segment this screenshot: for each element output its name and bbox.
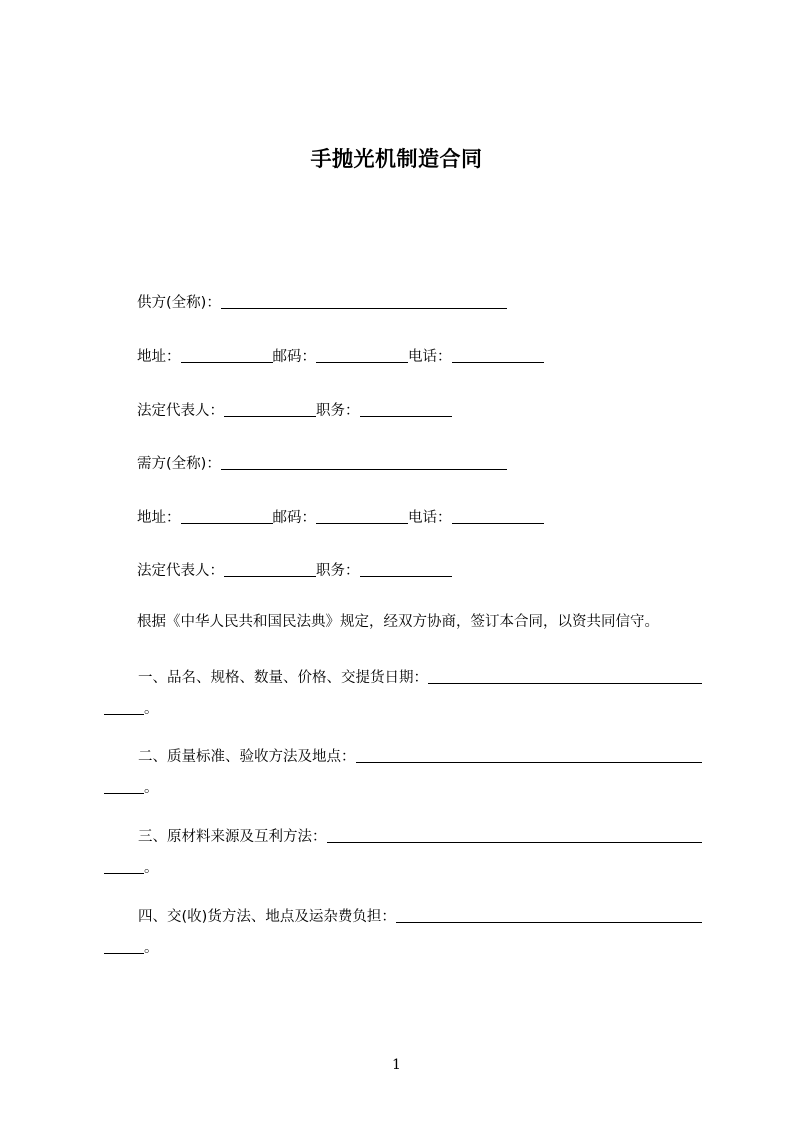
- buyer-rep-label: 法定代表人：: [137, 563, 224, 579]
- supplier-rep-row: [137, 399, 452, 420]
- buyer-name-blank[interactable]: [221, 456, 507, 470]
- supplier-name-label: 供方(全称)：: [137, 295, 221, 311]
- clause-3: [104, 825, 702, 877]
- clause-1-blank-cont[interactable]: [104, 701, 144, 715]
- clause-4: [104, 905, 702, 957]
- clause-2-end: 。: [144, 780, 159, 796]
- buyer-rep-blank[interactable]: [224, 563, 316, 577]
- clause-4-text: 四、交(收)货方法、地点及运杂费负担：: [138, 909, 396, 925]
- supplier-rep-blank[interactable]: [224, 403, 316, 417]
- buyer-phone-label: 电话：: [408, 510, 452, 526]
- supplier-postcode-label: 邮码：: [272, 349, 316, 365]
- clause-2-blank[interactable]: [356, 749, 703, 763]
- supplier-phone-blank[interactable]: [452, 349, 544, 363]
- supplier-address-blank[interactable]: [181, 349, 273, 363]
- clause-4-blank-cont[interactable]: [104, 940, 144, 954]
- clause-3-blank-cont[interactable]: [104, 860, 144, 874]
- document-title: 手抛光机制造合同: [310, 147, 483, 171]
- supplier-rep-label: 法定代表人：: [137, 403, 224, 419]
- clause-4-blank[interactable]: [396, 909, 702, 923]
- supplier-name-row: [137, 291, 507, 312]
- supplier-address-label: 地址：: [137, 349, 181, 365]
- supplier-position-label: 职务：: [316, 403, 360, 419]
- buyer-address-label: 地址：: [137, 510, 181, 526]
- supplier-name-blank[interactable]: [221, 295, 507, 309]
- clause-1-blank[interactable]: [428, 670, 702, 684]
- buyer-postcode-label: 邮码：: [272, 510, 316, 526]
- clause-1-text: 一、品名、规格、数量、价格、交提货日期：: [138, 670, 428, 686]
- supplier-postcode-blank[interactable]: [316, 349, 408, 363]
- buyer-name-row: [137, 452, 507, 473]
- buyer-address-blank[interactable]: [181, 510, 273, 524]
- buyer-rep-row: [137, 559, 452, 580]
- clause-1: [104, 666, 702, 718]
- intro-paragraph: 根据《中华人民共和国民法典》规定，经双方协商，签订本合同，以资共同信守。: [137, 614, 659, 630]
- supplier-position-blank[interactable]: [360, 403, 452, 417]
- supplier-phone-label: 电话：: [408, 349, 452, 365]
- buyer-postcode-blank[interactable]: [316, 510, 408, 524]
- clause-2-text: 二、质量标准、验收方法及地点：: [138, 749, 356, 765]
- clause-3-text: 三、原材料来源及互利方法：: [138, 829, 327, 845]
- clause-2: [104, 745, 702, 797]
- clause-3-blank[interactable]: [327, 829, 703, 843]
- clause-3-end: 。: [144, 860, 159, 876]
- buyer-name-label: 需方(全称)：: [137, 456, 221, 472]
- clause-2-blank-cont[interactable]: [104, 780, 144, 794]
- buyer-contact-row: [137, 506, 544, 527]
- clause-1-end: 。: [144, 701, 159, 717]
- clause-4-end: 。: [144, 940, 159, 956]
- buyer-phone-blank[interactable]: [452, 510, 544, 524]
- buyer-position-label: 职务：: [316, 563, 360, 579]
- supplier-contact-row: [137, 345, 544, 366]
- buyer-position-blank[interactable]: [360, 563, 452, 577]
- page-number: 1: [392, 1057, 401, 1073]
